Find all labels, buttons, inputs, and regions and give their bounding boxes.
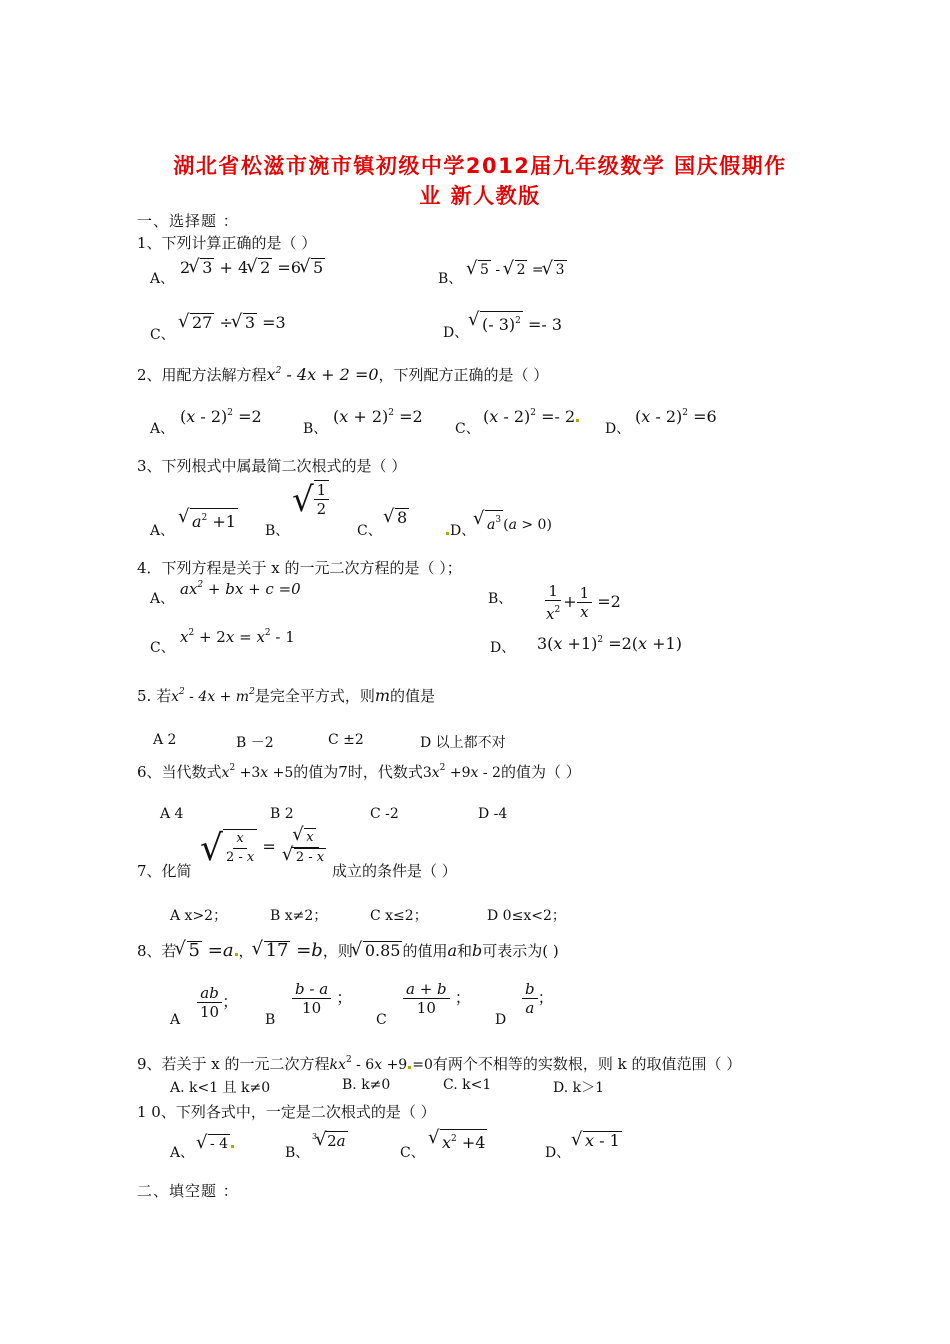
document-title-line1: 湖北省松滋市涴市镇初级中学2012届九年级数学 国庆假期作: [173, 154, 787, 178]
q2-option-a-label: A、: [150, 421, 175, 437]
q9-answer-a: A. k<1 且 k≠0: [170, 1080, 271, 1096]
q8-math-3: √ 0.85: [353, 941, 403, 960]
q8-option-c-math: $\frac{a + b}{10}$ ；: [403, 980, 471, 1017]
q8-option-b-math: $\frac{b - a}{10}$ ；: [292, 980, 352, 1017]
q9-answer-c: C. k<1: [443, 1077, 492, 1093]
q1-option-b-label: B、: [438, 271, 463, 287]
q8-d-numerator: b: [522, 980, 538, 999]
q5-answer-b: B －2: [236, 735, 274, 751]
q6-stem-text: 6、当代数式: [137, 763, 222, 781]
q4-option-b-label: B、: [488, 591, 513, 607]
q8-a-denominator: 10: [200, 1003, 220, 1021]
q6-answer-a: A 4: [160, 806, 184, 822]
q7-answer-b: B x≠2；: [270, 908, 328, 924]
q5-stem-mid: 是完全平方式，则: [254, 687, 375, 705]
q4-option-a-label: A、: [150, 591, 175, 607]
q10-option-b-math: $^3$√ 2a: [312, 1131, 348, 1150]
q5-variable-m: m: [374, 686, 390, 705]
q6-expression-1: $x^2 +3x +5$: [221, 763, 294, 781]
q8-stem-and: 和: [457, 942, 473, 960]
q8-option-a-label: A: [170, 1012, 181, 1028]
q8-c-numerator: a + b: [403, 980, 450, 999]
q1-option-d-math: √ (- 3)$^2$ =- 3: [470, 311, 562, 334]
q8-d-denominator: a: [525, 999, 535, 1017]
q2-equation: $x^2 - 4x + 2 =0$: [266, 365, 379, 384]
document-title-line2: 业 新人教版: [419, 184, 541, 208]
q5-answer-d: D 以上都不对: [420, 735, 506, 751]
q10-option-a-label: A、: [170, 1145, 195, 1161]
q2-option-c-math: (x - 2)$^2$ =- 2: [483, 407, 580, 426]
q10-option-d-math: √ x - 1: [573, 1131, 622, 1150]
q7-answer-c: C x≤2；: [370, 908, 428, 924]
q1-option-c-math: √ 27 ÷√ 3 =3: [180, 313, 286, 332]
q8-option-d-math: $\frac{b}{a}$ ；: [522, 980, 554, 1017]
q6-stem-mid: 的值为7时，代数式: [293, 763, 423, 781]
section-choice-heading: 一、选择题 ：: [137, 212, 239, 230]
question-4-stem: 4．下列方程是关于 x 的一元二次方程的是（ ）；: [137, 559, 462, 577]
q3-option-b-math: √ $\frac{1}{2}$: [292, 480, 329, 520]
q2-option-b-label: B、: [303, 421, 328, 437]
q8-c-denominator: 10: [416, 999, 436, 1017]
q5-expression: $x^2 - 4x + m^2$: [171, 687, 255, 705]
q4-option-c-math: $x^2 + 2x = x^2 - 1$: [180, 628, 295, 646]
q5-answer-a: A 2: [153, 732, 177, 748]
question-8-stem: 8、若√ 5 =a ，√ 17 =b，则√ 0.85 的值用a和b可表示为( ): [137, 940, 559, 961]
q8-stem-suffix: 可表示为( ): [482, 942, 559, 960]
q4-option-b-math: $\frac{1}{x^2}$ + $\frac{1}{x}$ =2: [546, 582, 621, 623]
q9-stem-text: 9、若关于 x 的一元二次方程: [137, 1055, 330, 1073]
q2-option-c-label: C、: [455, 421, 480, 437]
q8-a-numerator: ab: [197, 984, 222, 1003]
q10-option-b-label: B、: [285, 1145, 310, 1161]
q8-var-a: a: [447, 941, 458, 960]
question-2-stem: [137, 364, 548, 385]
question-10-stem: 1 0、下列各式中，一定是二次根式的是（ ）: [137, 1103, 436, 1121]
q10-option-a-math: √ - 4: [198, 1134, 235, 1153]
q6-answer-c: C -2: [370, 806, 399, 822]
question-9-stem: [137, 1053, 741, 1074]
q8-stem-mid2: 的值用: [402, 942, 448, 960]
q9-equation: $kx^2 - 6x +9 =0$: [329, 1055, 433, 1073]
q2-option-d-label: D、: [605, 421, 631, 437]
q7-answer-a: A x>2；: [170, 908, 228, 924]
q4-option-a-math: $ax^2$ + bx + c =0: [180, 580, 301, 598]
q10-option-c-math: √ $x^2 +4$: [430, 1129, 487, 1152]
question-1-stem: 1、下列计算正确的是（ ）: [137, 234, 317, 252]
q2-option-b-math: $(x + 2)^2 =2$: [333, 407, 423, 426]
question-5-stem: [137, 685, 435, 706]
q3-option-a-label: A、: [150, 523, 175, 539]
q7-expression: √ $\frac{x}{2 - x}$ = √ x √ 2 - x: [200, 828, 329, 869]
q2-option-d-math: (x - 2)$^2$ =6: [635, 407, 717, 426]
q8-var-b: b: [472, 941, 483, 960]
q5-answer-c: C ±2: [328, 732, 364, 748]
q8-option-c-label: C: [376, 1012, 387, 1028]
q4-option-c-label: C、: [150, 640, 175, 656]
q8-option-d-label: D: [495, 1012, 507, 1028]
q3-option-a-math: √ $a^2 +1$: [180, 508, 238, 531]
q5-stem-suffix: 的值是: [390, 687, 436, 705]
q6-answer-d: D -4: [478, 806, 508, 822]
q5-stem-text: 5. 若: [137, 687, 172, 705]
q3-option-d-math: √ $a^3$ (a > 0): [475, 510, 552, 534]
q6-expression-2: $3x^2 +9x - 2$: [422, 763, 501, 781]
q10-option-d-label: D、: [545, 1145, 571, 1161]
q9-answer-b: B. k≠0: [342, 1077, 391, 1093]
section-fill-heading: 二、填空题 ：: [137, 1182, 239, 1200]
question-7-suffix: 成立的条件是（ ）: [332, 862, 457, 880]
q8-stem-mid: ，则: [322, 942, 353, 960]
q4-option-d-label: D、: [490, 640, 516, 656]
q1-option-c-label: C、: [150, 327, 175, 343]
q4-option-d-math: $3(x +1)^2 =2(x +1)$: [537, 634, 682, 653]
q9-stem-suffix: 有两个不相等的实数根，则 k 的取值范围（ ）: [432, 1055, 742, 1073]
q2-option-a-math: (x - 2)$^2$ =2: [180, 407, 262, 426]
q8-stem-text: 8、若: [137, 942, 177, 960]
q8-b-numerator: b - a: [292, 980, 331, 999]
q3-option-b-label: B、: [265, 523, 290, 539]
q8-math-2: √ 17 =b: [254, 940, 323, 961]
q3-option-d-label: [445, 520, 475, 540]
q9-answer-d: D. k＞1: [553, 1080, 605, 1096]
q3-option-c-math: √ 8: [385, 508, 409, 527]
q1-option-a-math: 2√ 3 + 4√ 2 =6√ 5: [180, 258, 325, 277]
q10-option-c-label: C、: [400, 1145, 425, 1161]
question-7-prefix: 7、化简: [137, 862, 192, 880]
q8-math-1: √ 5 =a: [177, 940, 239, 961]
question-6-stem: [137, 761, 581, 782]
q1-option-a-label: A、: [150, 271, 175, 287]
q2-stem-suffix: ，下列配方正确的是（ ）: [378, 366, 549, 384]
q3-option-c-label: C、: [357, 523, 382, 539]
q3-option-d-text: D、: [450, 523, 476, 539]
question-3-stem: 3、下列根式中属最简二次根式的是（ ）: [137, 457, 407, 475]
q6-answer-b: B 2: [270, 806, 294, 822]
q8-option-b-label: B: [265, 1012, 276, 1028]
q1-option-d-label: D、: [443, 325, 469, 341]
q6-stem-suffix: 的值为（ ）: [500, 763, 581, 781]
q1-option-b-math: √ 5 - √ 2 =√ 3: [468, 260, 567, 279]
q8-b-denominator: 10: [302, 999, 322, 1017]
q8-option-a-math: $\frac{ab}{10}$ ；: [197, 984, 238, 1021]
q2-stem-text: 2、用配方法解方程: [137, 366, 267, 384]
q7-answer-d: D 0≤x<2；: [487, 908, 566, 924]
